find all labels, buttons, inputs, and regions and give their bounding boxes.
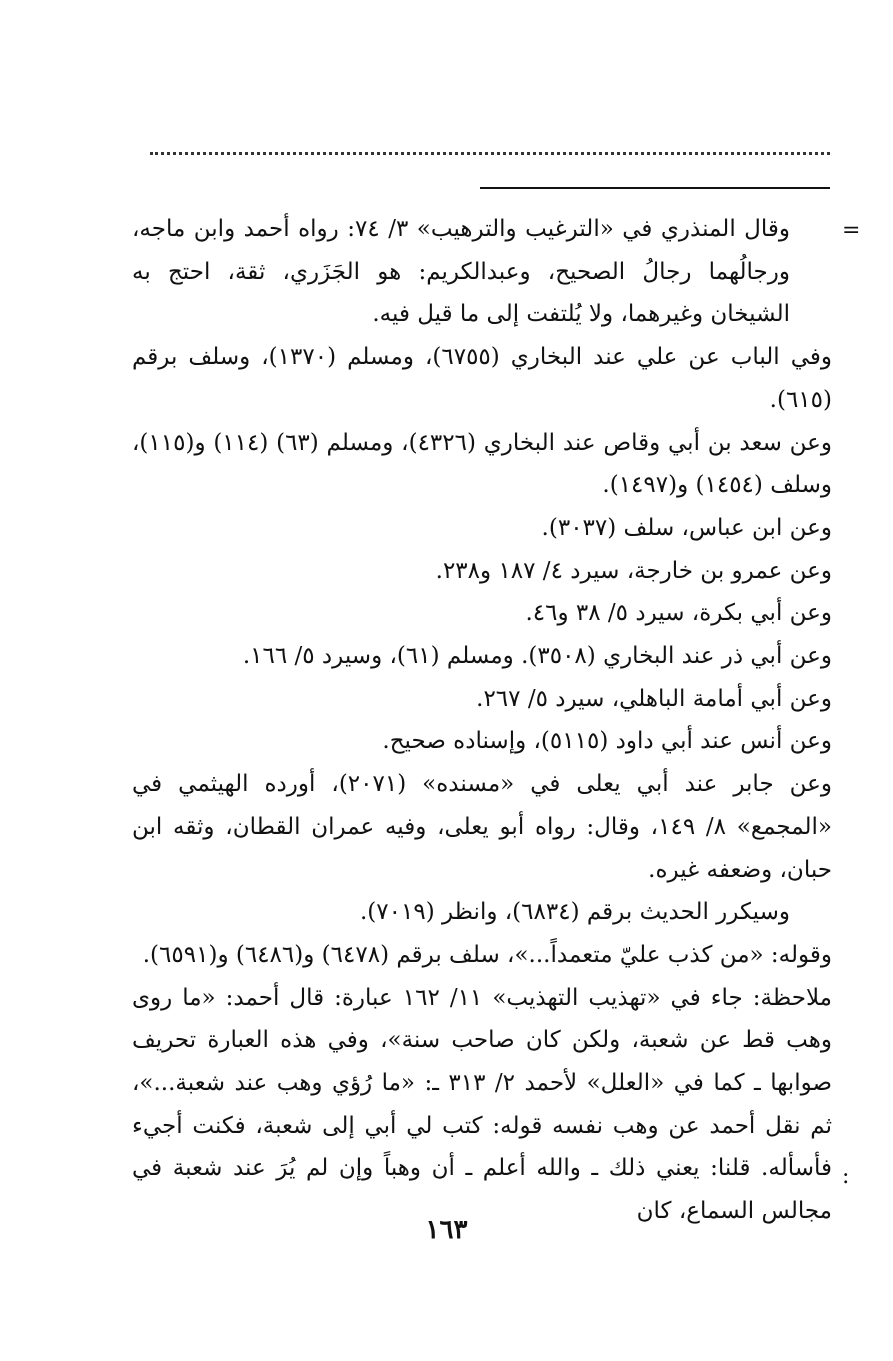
- paragraph-anas: وعن أنس عند أبي داود (٥١١٥)، وإسناده صحيح.: [382, 728, 832, 755]
- paragraph-mundhiri: وقال المنذري في «الترغيب والترهيب» ٣/ ٧٤: رواه أحمد وابن ماجه، ورجالُهما رجالُ الصحيح، وعبدالكريم: هو الجَزَري، ثقة، احتج به الشيخان وغيرهما، ولا يُلتفت إلى ما قيل فيه.: [132, 216, 791, 328]
- paragraph-repeat: وسيكرر الحديث برقم (٦٨٣٤)، وانظر (٧٠١٩).: [359, 899, 790, 926]
- paragraph-abu-dharr: وعن أبي ذر عند البخاري (٣٥٠٨). ومسلم (٦١)، وسيرد ٥/ ١٦٦.: [242, 643, 832, 670]
- paragraph-qawluhu: وقوله: «من كذب عليّ متعمداً...»، سلف برقم (٦٤٧٨) و(٦٤٨٦) و(٦٥٩١).: [142, 941, 832, 968]
- paragraph-jabir: وعن جابر عند أبي يعلى في «مسنده» (٢٠٧١)، أورده الهيثمي في «المجمع» ٨/ ١٤٩، وقال: رواه أبو يعلى، وفيه عمران القطان، وثقه ابن حبان، وضعفه غيره.: [132, 771, 833, 883]
- paragraph-abu-bakra: وعن أبي بكرة، سيرد ٥/ ٣٨ و٤٦.: [525, 600, 832, 627]
- header-dotted-rule: [150, 152, 830, 155]
- footnote-separator-rule: [480, 187, 830, 189]
- page-number: ١٦٣: [425, 1215, 468, 1245]
- footnote-text: [132, 208, 832, 1233]
- paragraph-note: ملاحظة: جاء في «تهذيب التهذيب» ١١/ ١٦٢ عبارة: قال أحمد: «ما روى وهب قط عن شعبة، ولكن كان صاحب سنة»، وفي هذه العبارة تحريف صوابها ـ كما في «العلل» لأحمد ٢/ ٣١٣ ـ: «ما رُؤي وهب عند شعبة...»، ثم نقل أحمد عن وهب نفسه قوله: كتب لي أبي إلى شعبة، فكنت أجيء فأسأله. قلنا: يعني ذلك ـ والله أعلم ـ أن وهباً وإن لم يُرَ عند شعبة في مجالس السماع، كان: [132, 984, 833, 1225]
- paragraph-amr: وعن عمرو بن خارجة، سيرد ٤/ ١٨٧ و٢٣٨.: [435, 557, 832, 584]
- paragraph-abu-umama: وعن أبي أمامة الباهلي، سيرد ٥/ ٢٦٧.: [476, 685, 832, 712]
- paragraph-ibn-abbas: وعن ابن عباس، سلف (٣٠٣٧).: [541, 514, 832, 541]
- paragraph-ali: وفي الباب عن علي عند البخاري (٦٧٥٥)، ومسلم (١٣٧٠)، وسلف برقم (٦١٥).: [132, 344, 832, 413]
- continuation-mark: =: [842, 218, 861, 243]
- continuation-end-mark: :: [842, 1164, 850, 1189]
- paragraph-saad: وعن سعد بن أبي وقاص عند البخاري (٤٣٢٦)، ومسلم (٦٣) (١١٤) و(١١٥)، وسلف (١٤٥٤) و(١٤٩٧).: [132, 429, 832, 499]
